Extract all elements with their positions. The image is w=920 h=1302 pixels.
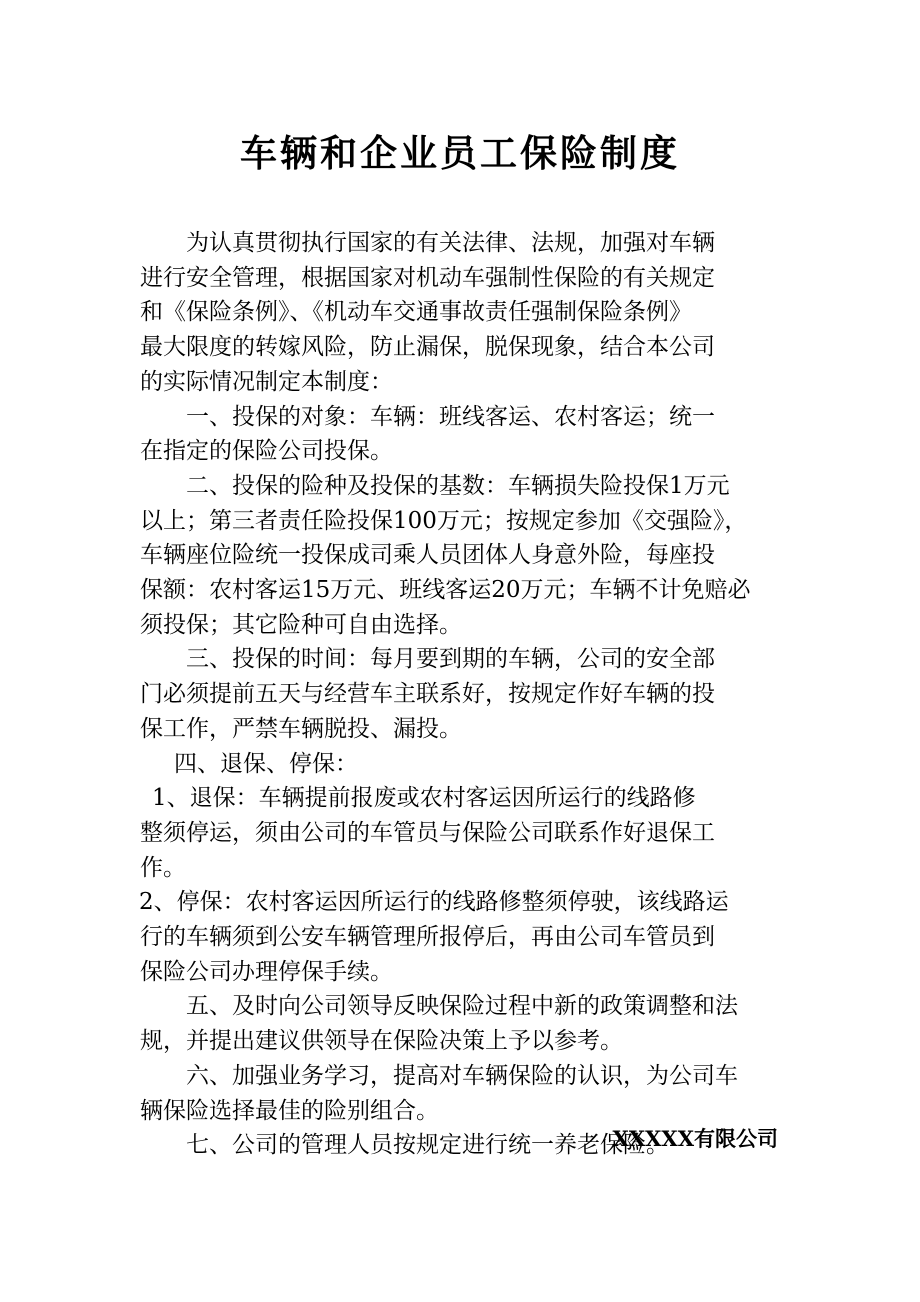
text-line: 为认真贯彻执行国家的有关法律、法规，加强对车辆 bbox=[186, 230, 715, 256]
text-line: 三、投保的时间：每月要到期的车辆，公司的安全部 bbox=[186, 646, 715, 673]
document-title: 车辆和企业员工保险制度 bbox=[240, 132, 680, 175]
text-line: 2、停保：农村客运因所运行的线路修整须停驶，该线路运 bbox=[139, 889, 729, 916]
text-line: 和《保险条例》、《机动车交通事故责任强制保险条例》 bbox=[140, 299, 692, 326]
text-line: 保额：农村客运15万元、班线客运20万元；车辆不计免赔必 bbox=[140, 577, 751, 604]
text-line: 的实际情况制定本制度： bbox=[140, 368, 393, 395]
text-line: 四、退保、停保： bbox=[174, 750, 358, 777]
text-line: 车辆座位险统一投保成司乘人员团体人身意外险，每座投 bbox=[140, 542, 715, 569]
company-signature: XXXXX有限公司 bbox=[612, 1126, 778, 1151]
text-line: 一、投保的对象：车辆：班线客运、农村客运；统一 bbox=[186, 403, 715, 430]
text-line: 1、退保：车辆提前报废或农村客运因所运行的线路修 bbox=[152, 785, 696, 812]
text-line: 六、加强业务学习，提高对车辆保险的认识，为公司车 bbox=[186, 1062, 738, 1089]
text-line: 行的车辆须到公安车辆管理所报停后，再由公司车管员到 bbox=[140, 924, 715, 951]
text-line: 进行安全管理，根据国家对机动车强制性保险的有关规定 bbox=[140, 264, 715, 291]
text-line: 七、公司的管理人员按规定进行统一养老保险。 bbox=[186, 1132, 669, 1159]
text-line: 五、及时向公司领导反映保险过程中新的政策调整和法 bbox=[186, 993, 738, 1020]
text-line: 辆保险选择最佳的险别组合。 bbox=[140, 1097, 439, 1124]
text-line: 整须停运，须由公司的车管员与保险公司联系作好退保工 bbox=[140, 819, 715, 846]
text-line: 规，并提出建议供领导在保险决策上予以参考。 bbox=[140, 1028, 623, 1055]
text-line: 须投保；其它险种可自由选择。 bbox=[140, 611, 462, 638]
text-line: 保险公司办理停保手续。 bbox=[140, 958, 393, 985]
text-line: 门必须提前五天与经营车主联系好，按规定作好车辆的投 bbox=[140, 681, 715, 708]
text-line: 二、投保的险种及投保的基数：车辆损失险投保1万元 bbox=[186, 472, 730, 499]
document-body bbox=[140, 226, 790, 1163]
text-line: 保工作，严禁车辆脱投、漏投。 bbox=[140, 715, 462, 742]
text-line: 在指定的保险公司投保。 bbox=[140, 438, 393, 465]
text-line: 以上；第三者责任险投保100万元；按规定参加《交强险》， bbox=[140, 507, 748, 534]
text-line: 最大限度的转嫁风险，防止漏保，脱保现象，结合本公司 bbox=[140, 334, 715, 361]
text-line: 作。 bbox=[140, 854, 186, 881]
